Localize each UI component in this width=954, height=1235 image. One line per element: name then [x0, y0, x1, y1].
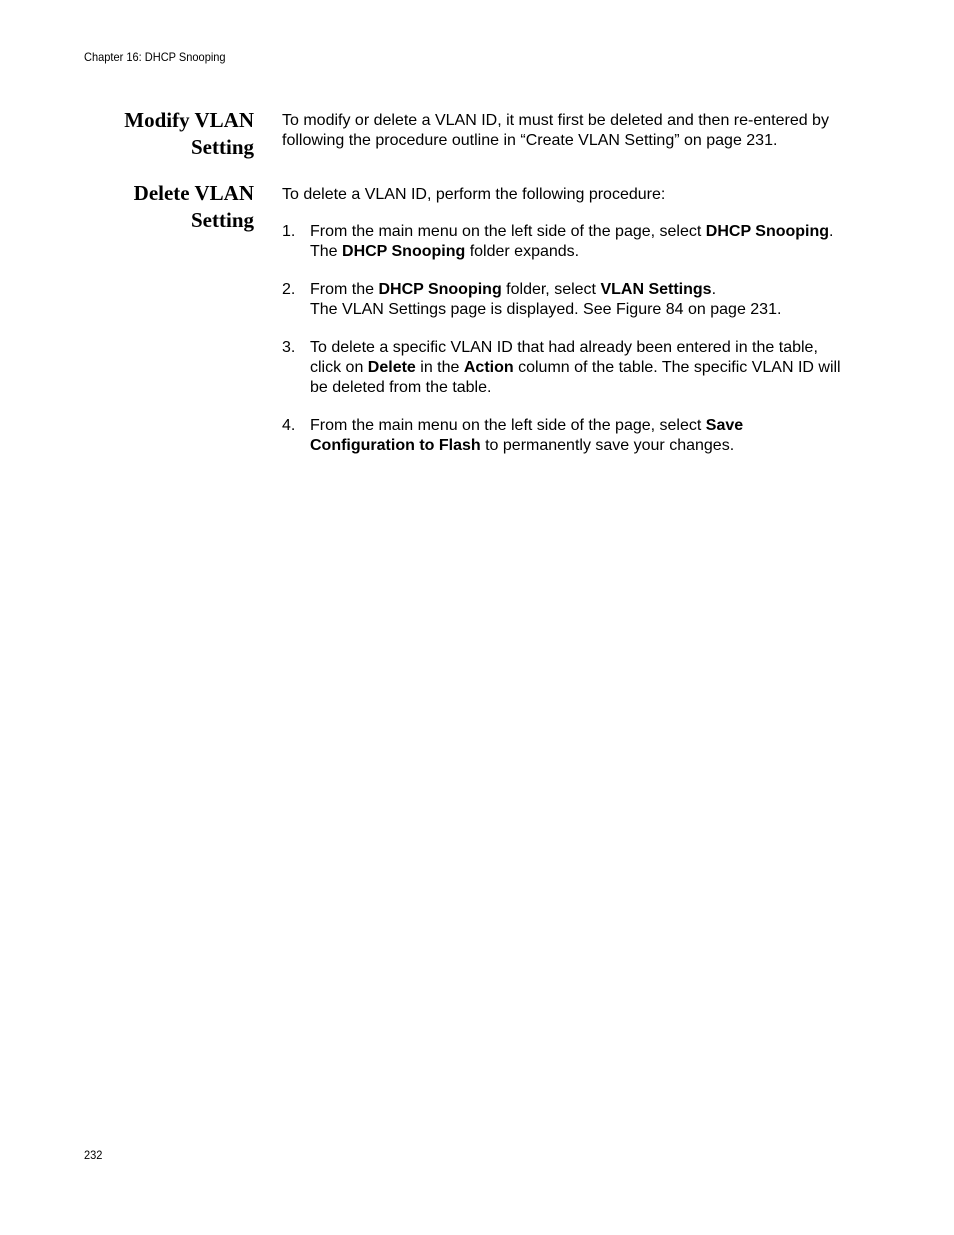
modify-vlan-paragraph: To modify or delete a VLAN ID, it must first be deleted and then re-entered by following the procedure outline in “Create VLAN Setting” on page 231.	[282, 112, 829, 149]
delete-vlan-body	[282, 185, 852, 456]
procedure-step-2	[282, 280, 852, 320]
step-instruction: From the main menu on the left side of the page, select Save Configuration to Flash to permanently save your changes.	[310, 417, 744, 454]
delete-vlan-heading	[54, 180, 254, 234]
step-instruction: To delete a specific VLAN ID that had already been entered in the table, click on Delete in the Action column of the table. The specific VLAN ID will be deleted from the table.	[310, 339, 841, 396]
procedure-step-4	[282, 416, 852, 456]
page-number: 232	[84, 1148, 103, 1162]
step-number: 4.	[282, 417, 296, 434]
modify-vlan-heading-line1: Modify VLAN	[124, 108, 254, 132]
delete-vlan-intro: To delete a VLAN ID, perform the following procedure:	[282, 186, 666, 203]
step-number: 2.	[282, 281, 296, 298]
running-head: Chapter 16: DHCP Snooping	[84, 50, 226, 64]
step-instruction: From the main menu on the left side of the page, select DHCP Snooping.	[310, 223, 834, 240]
step-number: 3.	[282, 339, 296, 356]
procedure-steps	[282, 222, 852, 456]
step-result: The DHCP Snooping folder expands.	[310, 243, 580, 260]
modify-vlan-heading-line2: Setting	[191, 135, 254, 159]
delete-vlan-heading-line2: Setting	[191, 208, 254, 232]
modify-vlan-body	[282, 111, 852, 151]
modify-vlan-heading	[54, 107, 254, 161]
delete-vlan-heading-line1: Delete VLAN	[133, 181, 254, 205]
procedure-step-1	[282, 222, 852, 262]
step-instruction: From the DHCP Snooping folder, select VLAN Settings.	[310, 281, 717, 298]
step-number: 1.	[282, 223, 296, 240]
step-result: The VLAN Settings page is displayed. See Figure 84 on page 231.	[310, 301, 782, 318]
procedure-step-3	[282, 338, 852, 398]
